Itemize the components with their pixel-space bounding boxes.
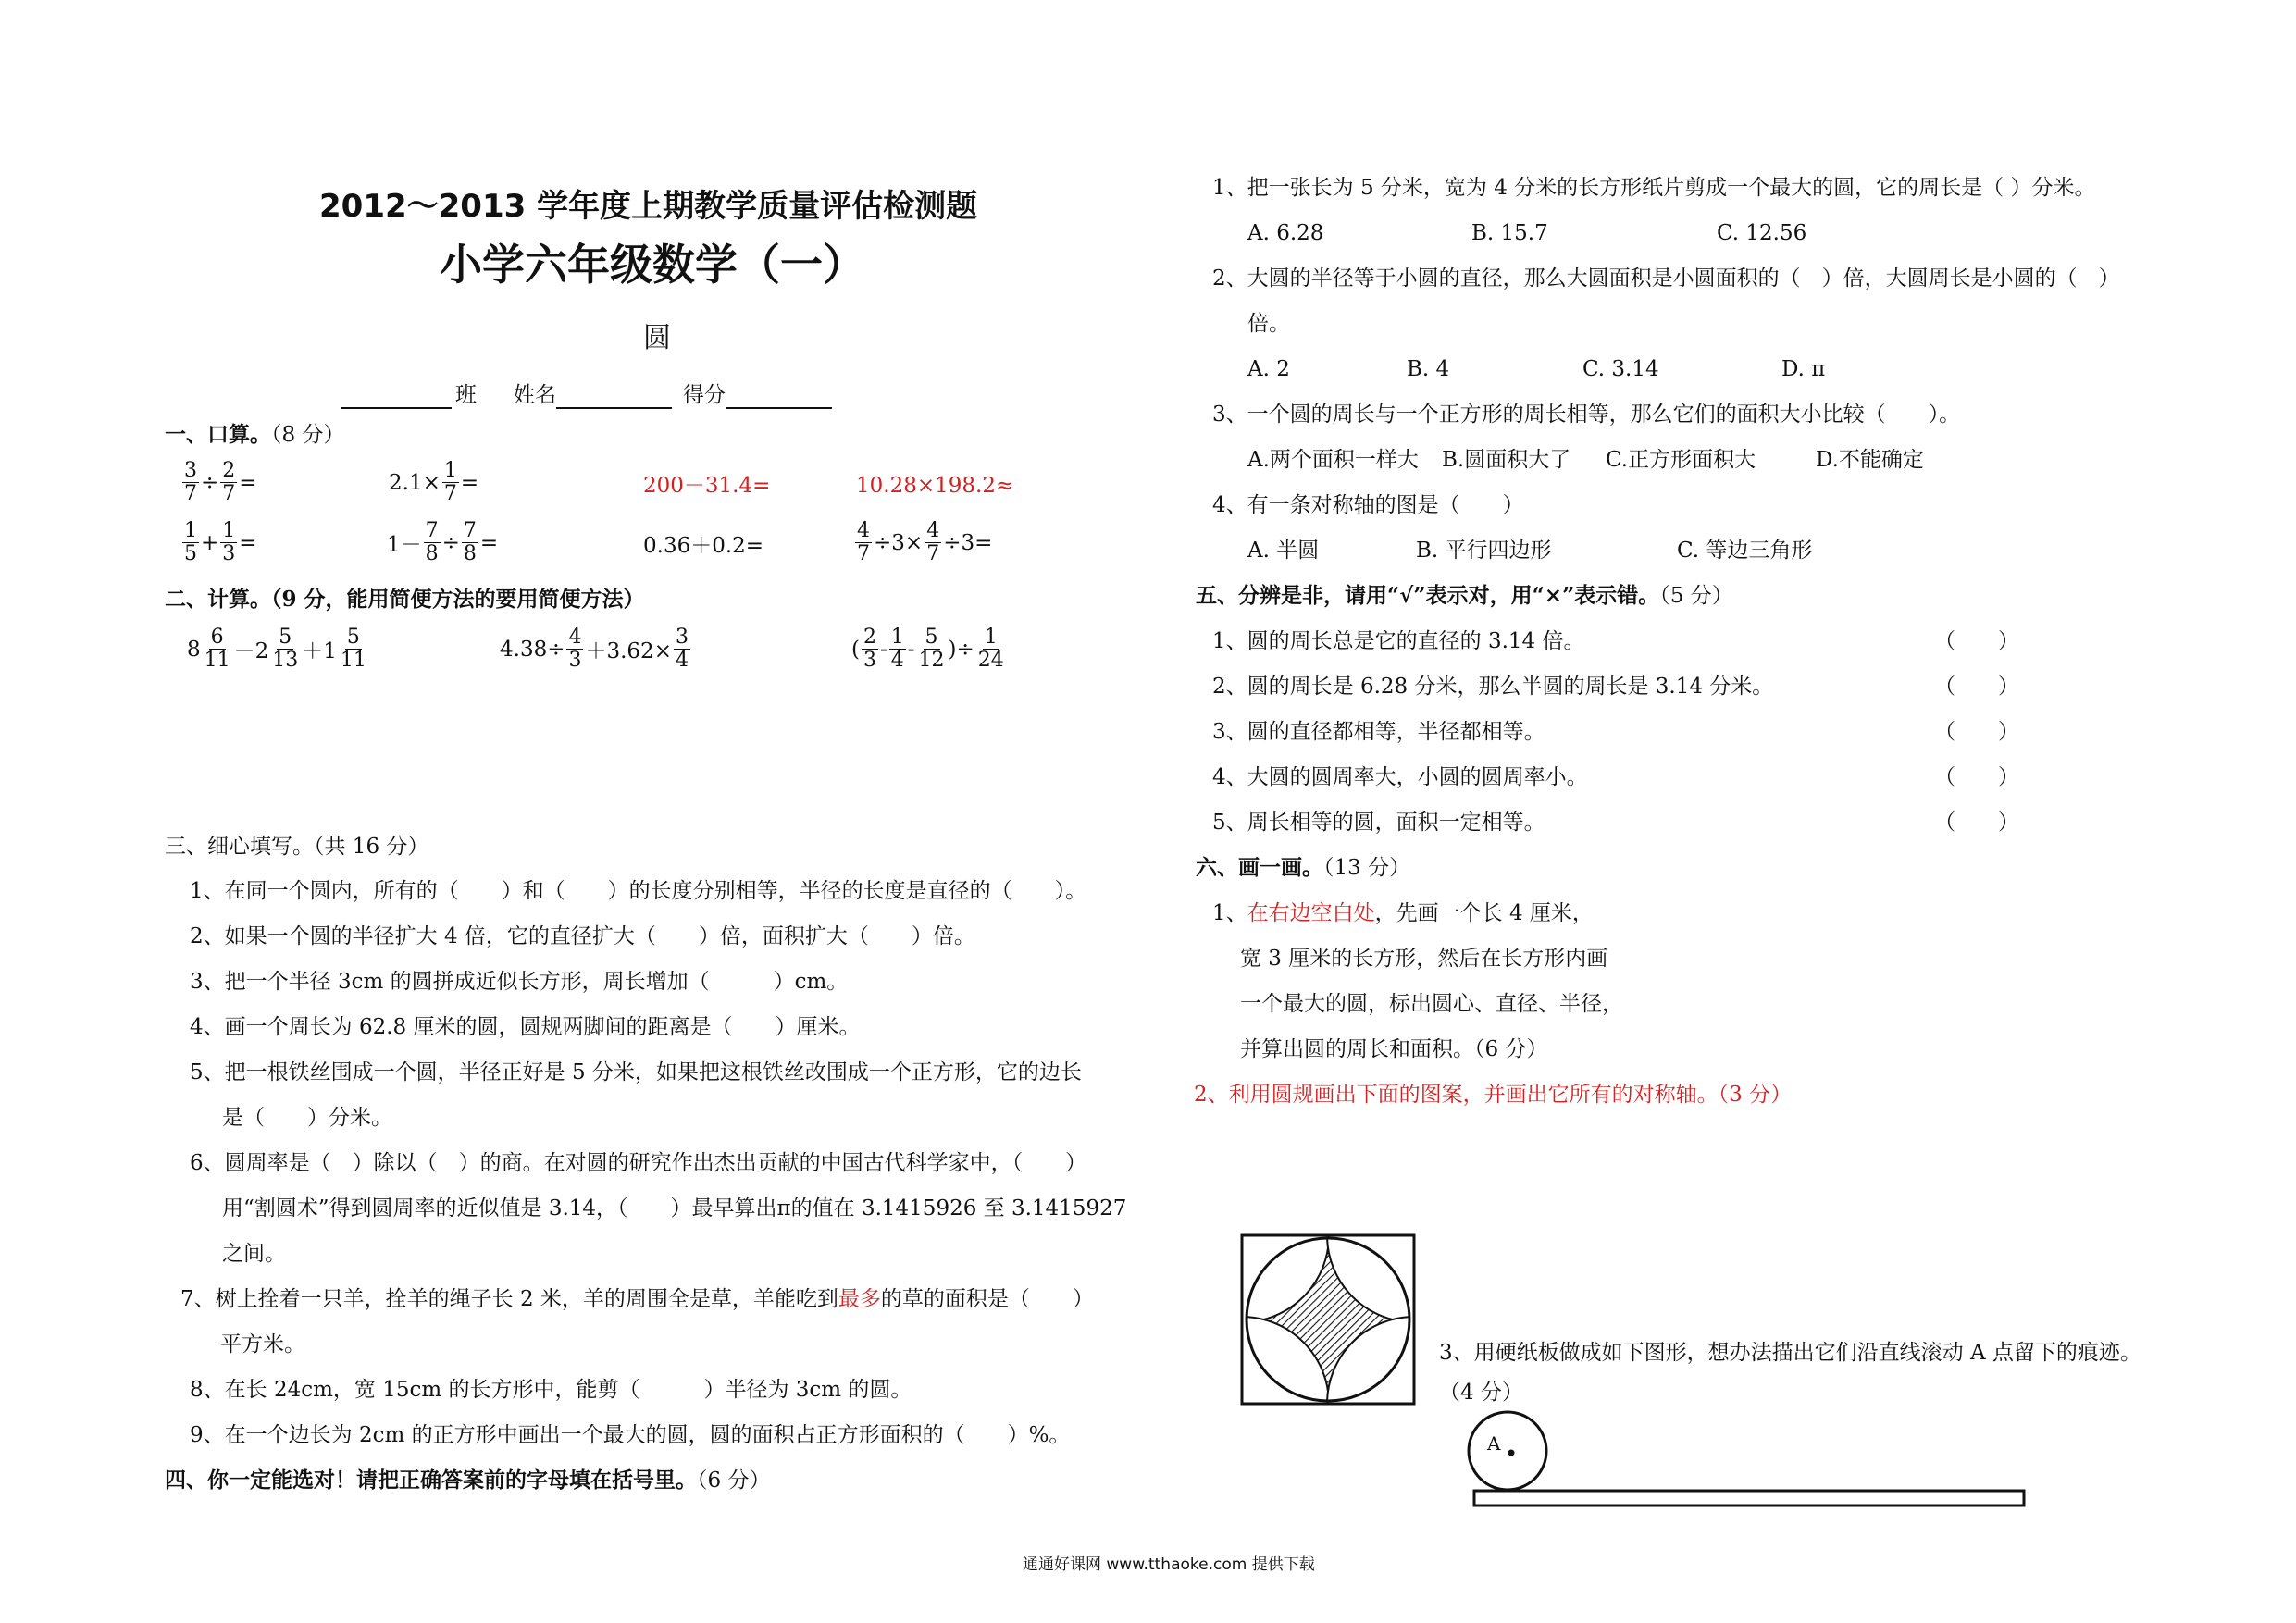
q7-text-end: 的草的面积是（ ） (880, 1287, 1094, 1311)
fraction: $\frac{1}{5}$ (184, 519, 197, 565)
choice-q2-opt-c: C. 3.14 (1582, 357, 1659, 381)
draw-q1-line4: 并算出圆的周长和面积。（6 分） (1240, 1037, 1548, 1061)
oral-r1-b (389, 460, 478, 505)
fill-q1: 1、在同一个圆内，所有的（ ）和（ ）的长度分别相等，半径的长度是直径的（ ）。 (190, 879, 1087, 903)
draw-q1-text: ，先画一个长 4 厘米， (1374, 901, 1594, 925)
section4-points: （6 分） (697, 1468, 771, 1493)
fill-q6-line1: 6、圆周率是（ ）除以（ ）的商。在对圆的研究作出杰出贡献的中国古代科学家中，（ ） (190, 1151, 1087, 1175)
equals: = (239, 470, 257, 495)
fraction: $\frac{5}{11}$ (340, 626, 366, 672)
expr-middle: ÷3× (874, 530, 924, 555)
section1-points: （8 分） (271, 423, 345, 447)
judge-paren-3[interactable]: （ ） (1934, 720, 2019, 744)
fraction: $\frac{7}{8}$ (425, 519, 439, 565)
equals: = (460, 470, 479, 495)
exam-title: 2012～2013 学年度上期教学质量评估检测题 (319, 188, 978, 225)
point-a-dot (1508, 1450, 1515, 1456)
operator: + (201, 530, 219, 555)
judge-item-4: 4、大圆的圆周率大，小圆的圆周率小。 (1212, 765, 1588, 789)
fraction: $\frac{4}{7}$ (926, 519, 940, 565)
fill-q4: 4、画一个周长为 62.8 厘米的圆，圆规两脚间的距离是（ ）厘米。 (190, 1015, 861, 1039)
fraction: $\frac{4}{7}$ (857, 519, 870, 565)
choice-q3: 3、一个圆的周长与一个正方形的周长相等，那么它们的面积大小比较（ ）。 (1212, 403, 1961, 427)
choice-q4-opt-a: A. 半圆 (1247, 539, 1320, 563)
judge-paren-5[interactable]: （ ） (1934, 811, 2019, 835)
choice-q2-opt-d: D. π (1781, 357, 1826, 381)
circle-pattern-figure (1240, 1233, 1416, 1406)
choice-q3-opt-c: C.正方形面积大 (1606, 448, 1756, 472)
expr-prefix: 1－ (387, 533, 422, 557)
operator: - (907, 637, 915, 662)
choice-q2-line2: 倍。 (1247, 312, 1290, 336)
fill-q7-line2: 平方米。 (220, 1332, 305, 1357)
choice-q3-opt-b: B.圆面积大了 (1442, 448, 1571, 472)
oral-r1-c: 200－31.4= (643, 474, 771, 498)
draw-q1-line2: 宽 3 厘米的长方形，然后在长方形内画 (1240, 947, 1608, 971)
fill-q7-line1 (180, 1285, 1094, 1313)
student-info (341, 381, 832, 409)
fraction: $\frac{2}{3}$ (863, 626, 876, 672)
draw-q3-line2: （4 分） (1439, 1381, 1523, 1405)
section5-points: （5 分） (1659, 584, 1733, 608)
fill-q6-line2: 用“割圆术”得到圆周率的近似值是 3.14，（ ）最早算出π的值在 3.1415926 至 3.1415927 (222, 1196, 1127, 1220)
section6-points: （13 分） (1323, 856, 1411, 880)
oral-r2-c: 0.36＋0.2= (643, 534, 764, 558)
choice-q2-line1: 2、大圆的半径等于小圆的直径，那么大圆面积是小圆面积的（ ）倍，大圆周长是小圆的（ ） (1212, 266, 2120, 291)
section4-heading (165, 1467, 770, 1494)
oral-r1-d: 10.28×198.2≈ (856, 474, 1014, 498)
choice-q1-opt-c: C. 12.56 (1717, 221, 1807, 245)
choice-q4: 4、有一条对称轴的图是（ ） (1212, 493, 1524, 517)
draw-q1-line3: 一个最大的圆，标出圆心、直径、半径， (1240, 992, 1623, 1016)
fraction: $\frac{5}{13}$ (272, 626, 299, 672)
fraction: $\frac{1}{24}$ (977, 626, 1004, 672)
paren-close: )÷ (948, 637, 974, 662)
choice-q2-opt-a: A. 2 (1247, 357, 1290, 381)
calc-expr-2 (500, 626, 692, 672)
fraction: $\frac{4}{3}$ (568, 626, 582, 672)
draw-q3-line1: 3、用硬纸板做成如下图形，想办法描出它们沿直线滚动 A 点留下的痕迹。 (1439, 1341, 2141, 1365)
fraction: $\frac{7}{8}$ (463, 519, 477, 565)
fill-q9: 9、在一个边长为 2cm 的正方形中画出一个最大的圆，圆的面积占正方形面积的（ ）%。 (190, 1423, 1071, 1447)
judge-item-5: 5、周长相等的圆，面积一定相等。 (1212, 811, 1545, 835)
fraction: $\frac{6}{11}$ (204, 626, 230, 672)
exam-subtitle: 小学六年级数学（一） (440, 240, 865, 290)
judge-paren-2[interactable]: （ ） (1934, 675, 2019, 699)
q7-text: 7、树上拴着一只羊，拴羊的绳子长 2 米，羊的周围全是草，羊能吃到 (180, 1287, 838, 1311)
judge-item-1: 1、圆的周长总是它的直径的 3.14 倍。 (1212, 629, 1585, 653)
score-label: 得分 (683, 383, 726, 407)
judge-paren-4[interactable]: （ ） (1934, 765, 2019, 789)
section1-heading (165, 421, 344, 449)
whole-number: －2 (233, 639, 269, 663)
fraction: $\frac{1}{7}$ (443, 459, 457, 505)
rolling-circle-figure (1467, 1406, 2031, 1513)
draw-q1-line1 (1212, 899, 1594, 927)
section1-title: 一、口算。 (165, 422, 271, 447)
choice-q4-opt-b: B. 平行四边形 (1416, 539, 1552, 563)
section3-heading: 三、细心填写。（共 16 分） (165, 835, 429, 859)
fill-q8: 8、在长 24cm，宽 15cm 的长方形中，能剪（ ）半径为 3cm 的圆。 (190, 1378, 912, 1402)
class-blank[interactable] (341, 407, 452, 409)
calc-expr-3 (851, 626, 1008, 672)
fill-q5-line1: 5、把一根铁丝围成一个圆，半径正好是 5 分米，如果把这根铁丝改围成一个正方形，它的边长 (190, 1060, 1082, 1084)
fraction: $\frac{5}{12}$ (918, 626, 945, 672)
operator: - (879, 637, 887, 662)
section6-heading (1196, 854, 1410, 882)
ground-line (1474, 1491, 2024, 1505)
chapter-title: 圆 (643, 322, 671, 354)
whole-number: 8 (187, 637, 201, 662)
fraction: $\frac{3}{4}$ (675, 626, 689, 672)
choice-q1-opt-b: B. 15.7 (1471, 221, 1548, 245)
q7-highlight: 最多 (838, 1287, 881, 1311)
fraction: $\frac{2}{7}$ (222, 459, 236, 505)
draw-q1-number: 1、 (1212, 901, 1247, 925)
rolling-circle (1469, 1412, 1546, 1490)
operator: ÷ (201, 470, 219, 495)
choice-q3-opt-d: D.不能确定 (1816, 448, 1924, 472)
choice-q1-opt-a: A. 6.28 (1247, 221, 1324, 245)
expr-prefix: 4.38÷ (500, 637, 565, 662)
fill-q5-line2: 是（ ）分米。 (222, 1106, 392, 1130)
draw-q1-highlight: 在右边空白处 (1247, 901, 1375, 925)
whole-number: ＋1 (302, 639, 337, 663)
section2-heading: 二、计算。（9 分，能用简便方法的要用简便方法） (165, 587, 645, 612)
oral-r2-b (387, 520, 498, 565)
fill-q3: 3、把一个半径 3cm 的圆拼成近似长方形，周长增加（ ）cm。 (190, 970, 849, 994)
section6-title: 六、画一画。 (1196, 855, 1323, 880)
score-blank[interactable] (726, 407, 832, 409)
class-label: 班 (455, 383, 477, 407)
section4-title: 四、你一定能选对！请把正确答案前的字母填在括号里。 (165, 1468, 697, 1493)
fraction: $\frac{1}{3}$ (222, 519, 236, 565)
fill-q6-line3: 之间。 (222, 1242, 286, 1266)
oral-r2-a (180, 520, 257, 565)
oral-r1-a (180, 460, 257, 505)
choice-q2-opt-b: B. 4 (1407, 357, 1450, 381)
choice-q1: 1、把一张长为 5 分米，宽为 4 分米的长方形纸片剪成一个最大的圆，它的周长是（ ）分米。 (1212, 176, 2096, 200)
operator: ÷ (441, 530, 460, 555)
draw-q2: 2、利用圆规画出下面的图案，并画出它所有的对称轴。（3 分） (1194, 1083, 1793, 1107)
calc-expr-1 (187, 626, 370, 672)
section5-title: 五、分辨是非，请用“√”表示对，用“×”表示错。 (1196, 583, 1660, 608)
equals: = (239, 530, 257, 555)
expr-middle: ＋3.62× (585, 639, 672, 663)
oral-r2-d (853, 520, 992, 565)
expr-prefix: 2.1× (389, 470, 441, 495)
name-blank[interactable] (556, 407, 672, 409)
expr-tail: ÷3= (943, 530, 993, 555)
choice-q3-opt-a: A.两个面积一样大 (1247, 448, 1419, 472)
name-label: 姓名 (514, 383, 556, 407)
choice-q4-opt-c: C. 等边三角形 (1677, 539, 1813, 563)
point-a-label: A (1487, 1432, 1501, 1455)
fraction: $\frac{3}{7}$ (184, 459, 197, 505)
fraction: $\frac{1}{4}$ (890, 626, 904, 672)
section5-heading (1196, 582, 1733, 610)
page-footer: 通通好课网 www.tthaoke.com 提供下载 (1023, 1555, 1315, 1574)
judge-paren-1[interactable]: （ ） (1934, 629, 2019, 653)
paren-open: ( (851, 637, 860, 662)
equals: = (479, 530, 499, 555)
judge-item-2: 2、圆的周长是 6.28 分米，那么半圆的周长是 3.14 分米。 (1212, 675, 1774, 699)
judge-item-3: 3、圆的直径都相等，半径都相等。 (1212, 720, 1545, 744)
fill-q2: 2、如果一个圆的半径扩大 4 倍，它的直径扩大（ ）倍，面积扩大（ ）倍。 (190, 924, 975, 948)
